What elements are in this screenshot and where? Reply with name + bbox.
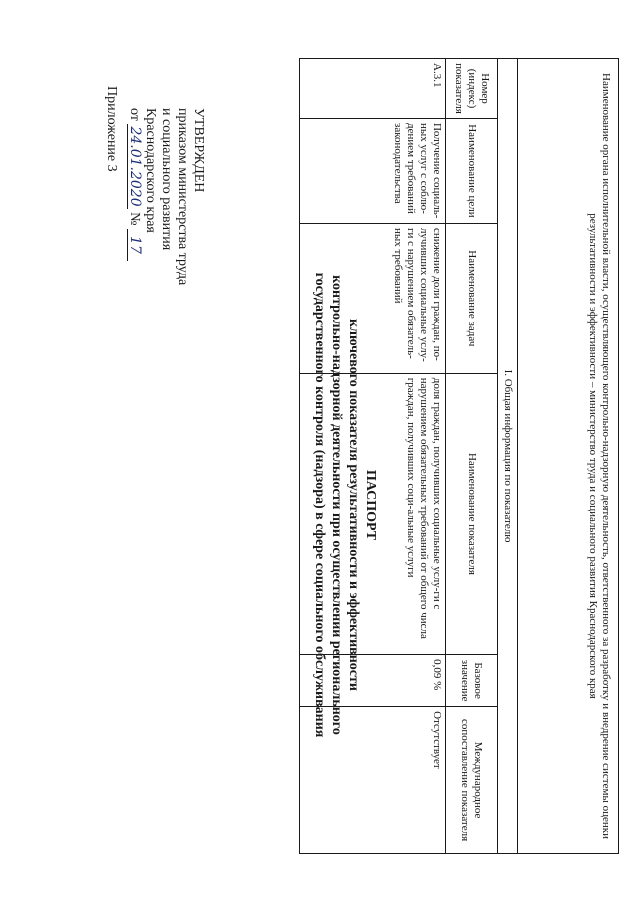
passport-table [299,58,619,854]
approved-stamp: УТВЕРЖДЕН [191,108,206,193]
title-line-2: ключевого показателя результативности и эффективности [346,319,361,691]
row-indicator: доля граждан, получивших социальные услу-ги с нарушением обязательных требований от общего числа граждан, получивших соци-альные услуги [300,373,446,654]
column-header-tasks: Наименование задач [446,223,498,373]
handwritten-number: 17 [127,229,142,261]
column-header-goal: Наименование цели [446,118,498,223]
row-international: Отсутствует [300,707,446,854]
order-line-1: приказом министерства труда [175,108,190,286]
order-date-line [126,108,142,308]
organ-cell: Наименование органа исполнительной власти, осуществляющего контрольно-надзорную деятельность, ответственного за разработку и внедрение системы оценки результативности и эффективности – министерство труда и социального развития Краснодарского края [518,59,619,854]
section-heading: I. Общая информация по показателю [498,59,518,854]
column-header-international: Международное сопоставление показателя [446,707,498,854]
row-base-value: 0,09 % [300,655,446,707]
column-header-base-value: Базовое значение [446,655,498,707]
handwritten-date: 24.01.2020 [127,126,143,207]
title-line-1: ПАСПОРТ [363,469,378,541]
from-label: от [127,108,142,121]
column-header-number: Номер (индекс) показателя [446,59,498,119]
number-label: № [127,212,142,226]
row-number: А.3.1 [300,59,446,119]
order-line-3: Краснодарского края [143,108,158,233]
title-line-4: государственного контроля (надзора) в сфере социального обслуживания [312,272,327,738]
row-tasks: снижение доли граждан, по-лучивших социальные услу-ги с нарушением обязатель-ных требований [300,223,446,373]
approval-block [126,108,206,308]
order-line-2: и социального развития [159,108,174,251]
appendix-label: Приложение 3 [104,86,119,172]
column-header-indicator: Наименование показателя [446,373,498,654]
title-line-3: контрольно-надзорной деятельности при осуществлении регионального [329,275,344,735]
table-row [300,59,446,854]
row-goal: Получение социаль-ных услуг с соблю-дением требований законодательства [300,118,446,223]
